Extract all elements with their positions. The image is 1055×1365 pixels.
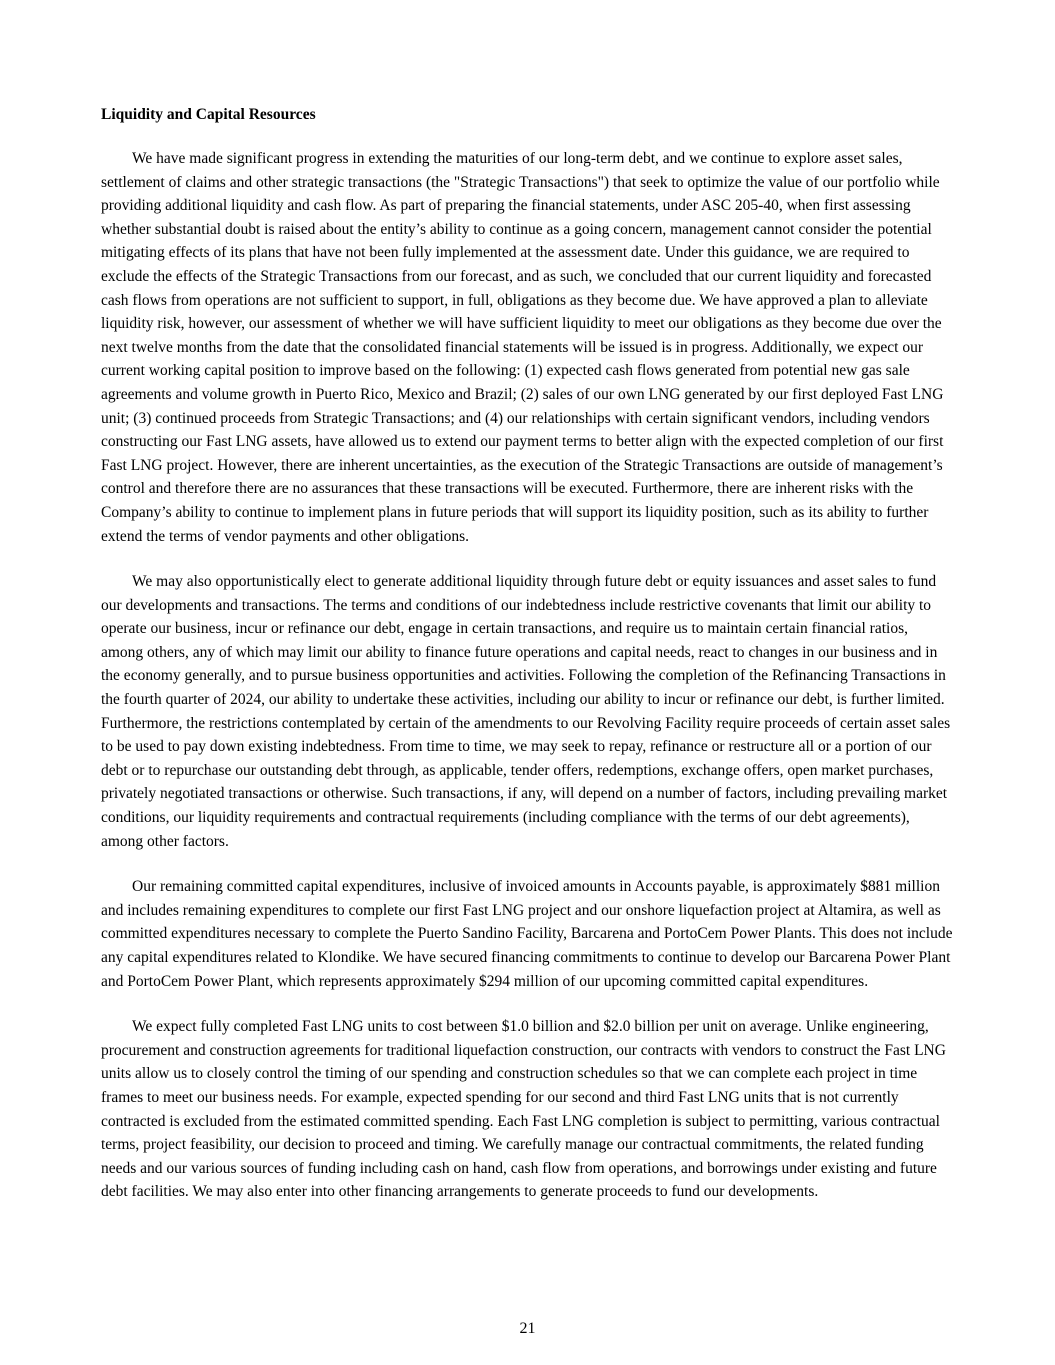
document-body [101, 103, 954, 1226]
paragraph-additional-liquidity: We may also opportunistically elect to generate additional liquidity through future debt or equity issuances and asset sales to fund our developments and transactions. The terms and conditions of our indebtedness include restrictive covenants that limit our ability to operate our business, incur or refinance our debt, engage in certain transactions, and require us to maintain certain financial ratios, among others, any of which may limit our ability to finance future operations and capital needs, react to changes in our business and in the economy generally, and to pursue business opportunities and activities. Following the completion of the Refinancing Transactions in the fourth quarter of 2024, our ability to undertake these activities, including our ability to incur or refinance our debt, is further limited. Furthermore, the restrictions contemplated by certain of the amendments to our Revolving Facility require proceeds of certain asset sales to be used to pay down existing indebtedness. From time to time, we may seek to repay, refinance or restructure all or a portion of our debt or to repurchase our outstanding debt through, as applicable, tender offers, redemptions, exchange offers, open market purchases, privately negotiated transactions or otherwise. Such transactions, if any, will depend on a number of factors, including prevailing market conditions, our liquidity requirements and contractual requirements (including compliance with the terms of our debt agreements), among other factors. [101, 573, 951, 850]
page-number: 21 [519, 1320, 536, 1337]
paragraph-fast-lng-costs: We expect fully completed Fast LNG units to cost between $1.0 billion and $2.0 billion per unit on average. Unlike engineering, procurement and construction agreements for traditional liquefaction construction, our contracts with vendors to construct the Fast LNG units allow us to closely control the timing of our spending and construction schedules so that we can complete each project in time frames to meet our business needs. For example, expected spending for our second and third Fast LNG units that is not currently contracted is excluded from the estimated committed spending. Each Fast LNG completion is subject to permitting, various contractual terms, project feasibility, our decision to proceed and timing. We carefully manage our contractual commitments, the related funding needs and our various sources of funding including cash on hand, cash flow from operations, and borrowings under existing and future debt facilities. We may also enter into other financing arrangements to generate proceeds to fund our developments. [101, 1018, 946, 1201]
paragraph-liquidity-progress: We have made significant progress in extending the maturities of our long-term debt, and we continue to explore asset sales, settlement of claims and other strategic transactions (the "Strategic Transactions") that seek to optimize the value of our portfolio while providing additional liquidity and cash flow. As part of preparing the financial statements, under ASC 205-40, when first assessing whether substantial doubt is raised about the entity’s ability to continue as a going concern, management cannot consider the potential mitigating effects of its plans that have not been fully implemented at the assessment date. Under this guidance, we are required to exclude the effects of the Strategic Transactions from our forecast, and as such, we concluded that our current liquidity and forecasted cash flows from operations are not sufficient to support, in full, obligations as they become due. We have approved a plan to alleviate liquidity risk, however, our assessment of whether we will have sufficient liquidity to meet our obligations as they become due over the next twelve months from the date that the consolidated financial statements will be issued is in progress. Additionally, we expect our current working capital position to improve based on the following: (1) expected cash flows generated from potential new gas sale agreements and volume growth in Puerto Rico, Mexico and Brazil; (2) sales of our own LNG generated by our first deployed Fast LNG unit; (3) continued proceeds from Strategic Transactions; and (4) our relationships with certain significant vendors, including vendors constructing our Fast LNG assets, have allowed us to extend our payment terms to better align with the expected completion of our first Fast LNG project. However, there are inherent uncertainties, as the execution of the Strategic Transactions are outside of management’s control and therefore there are no assurances that these transactions will be executed. Furthermore, there are inherent risks with the Company’s ability to continue to implement plans in future periods that will support its liquidity position, such as its ability to further extend the terms of vendor payments and other obligations. [101, 150, 944, 545]
paragraph-capital-expenditures: Our remaining committed capital expenditures, inclusive of invoiced amounts in Accounts payable, is approximately $881 million and includes remaining expenditures to complete our first Fast LNG project and our onshore liquefaction project at Altamira, as well as committed expenditures necessary to complete the Puerto Sandino Facility, Barcarena and PortoCem Power Plants. This does not include any capital expenditures related to Klondike. We have secured financing commitments to continue to develop our Barcarena Power Plant and PortoCem Power Plant, which represents approximately $294 million of our upcoming committed capital expenditures. [101, 878, 953, 990]
section-heading: Liquidity and Capital Resources [101, 106, 316, 123]
